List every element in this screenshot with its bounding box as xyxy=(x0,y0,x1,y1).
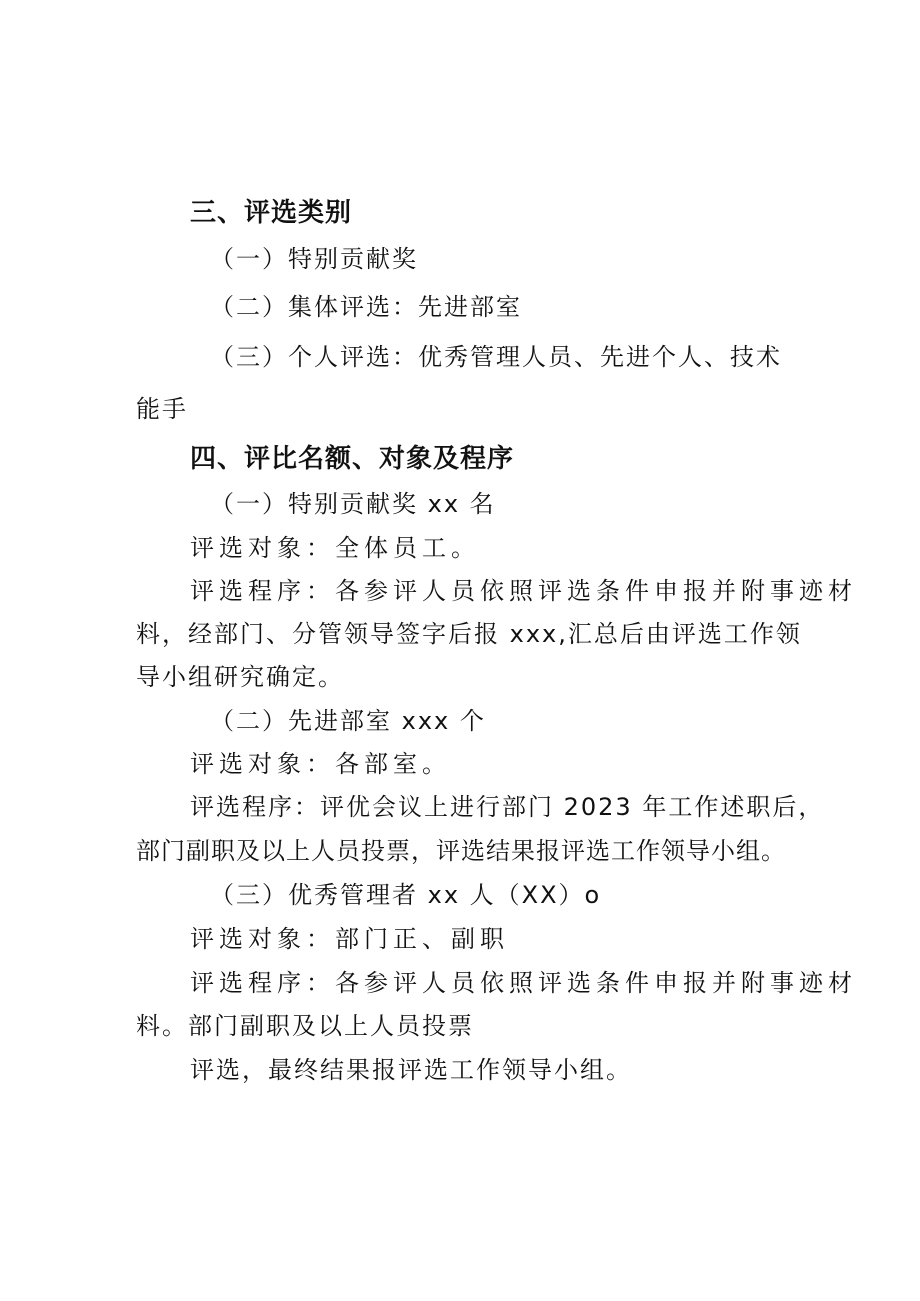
subsection-3-procedure-line-1: 评选程序：各参评人员依照评选条件申报并附事迹材 xyxy=(190,969,857,997)
subsection-1-procedure-line-1: 评选程序：各参评人员依照评选条件申报并附事迹材 xyxy=(190,577,857,605)
section-3-heading: 三、评选类别 xyxy=(190,198,353,228)
section-3-item-3-continuation: 能手 xyxy=(136,395,188,423)
subsection-3-procedure-line-3: 评选，最终结果报评选工作领导小组。 xyxy=(190,1056,632,1084)
subsection-1-procedure-line-3: 导小组研究确定。 xyxy=(136,663,344,691)
subsection-2-procedure-line-1: 评选程序：评优会议上进行部门 2023 年工作述职后， xyxy=(190,793,825,821)
section-4-heading: 四、评比名额、对象及程序 xyxy=(190,444,515,474)
subsection-1-title: （一）特别贡献奖 xx 名 xyxy=(210,490,496,518)
subsection-2-procedure-line-2: 部门副职及以上人员投票，评选结果报评选工作领导小组。 xyxy=(136,837,786,865)
subsection-1-target: 评选对象：全体员工。 xyxy=(190,534,480,562)
section-3-item-1: （一）特别贡献奖 xyxy=(210,245,418,273)
subsection-2-target: 评选对象：各部室。 xyxy=(190,750,451,778)
subsection-2-title: （二）先进部室 xxx 个 xyxy=(210,707,486,735)
subsection-3-title: （三）优秀管理者 xx 人（XX）o xyxy=(210,881,602,909)
subsection-3-target: 评选对象：部门正、副职 xyxy=(190,925,509,953)
section-3-item-3: （三）个人评选：优秀管理人员、先进个人、技术 xyxy=(210,343,782,371)
subsection-3-procedure-line-2: 料。部门副职及以上人员投票 xyxy=(136,1012,474,1040)
section-3-item-2: （二）集体评选：先进部室 xyxy=(210,293,522,321)
subsection-1-procedure-line-2: 料，经部门、分管领导签字后报 xxx,汇总后由评选工作领 xyxy=(136,620,802,648)
